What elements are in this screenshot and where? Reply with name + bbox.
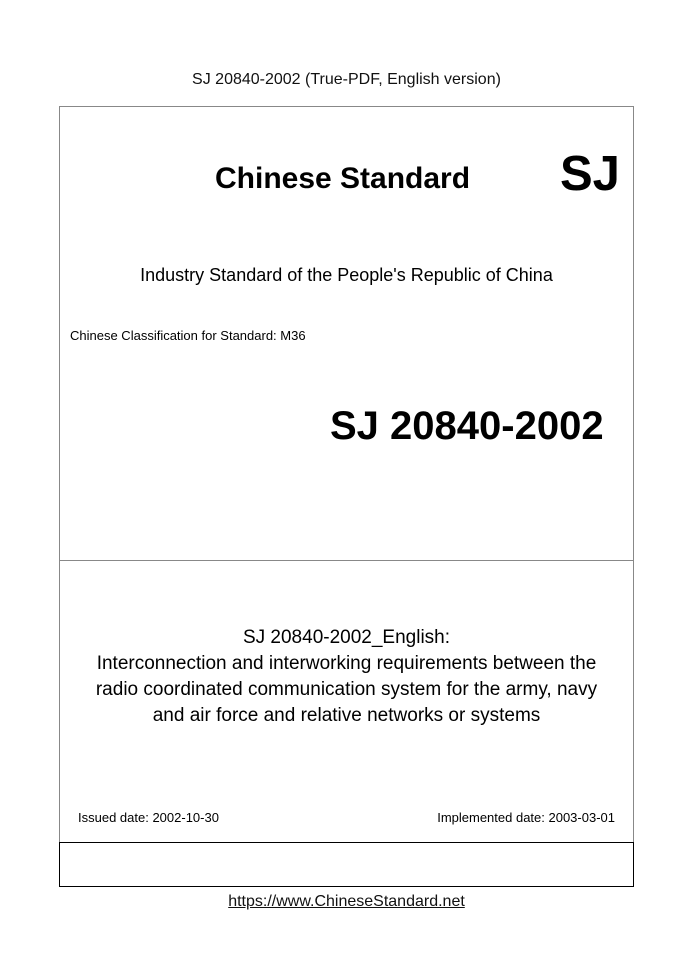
industry-line: Industry Standard of the People's Republic of China: [140, 265, 553, 285]
english-title-line: and air force and relative networks or systems: [152, 705, 541, 726]
document-number: SJ 20840-2002: [330, 404, 604, 448]
standard-type-title: Chinese Standard: [215, 162, 471, 195]
classification-line: Chinese Classification for Standard: M36: [70, 328, 306, 343]
website-link[interactable]: https://www.ChineseStandard.net: [228, 893, 465, 910]
english-title-line: Interconnection and interworking requirements between the: [96, 653, 597, 674]
english-title: [59, 625, 634, 729]
footer: [0, 893, 693, 911]
cover-bottom-frame: [59, 842, 634, 887]
page-header: SJ 20840-2002 (True-PDF, English version): [192, 71, 501, 88]
implemented-date: Implemented date: 2003-03-01: [437, 810, 615, 825]
standard-code: SJ: [560, 147, 620, 201]
english-title-line: SJ 20840-2002_English:: [242, 627, 451, 648]
issued-date: Issued date: 2002-10-30: [78, 810, 219, 825]
english-title-line: radio coordinated communication system for the army, navy: [95, 679, 598, 700]
